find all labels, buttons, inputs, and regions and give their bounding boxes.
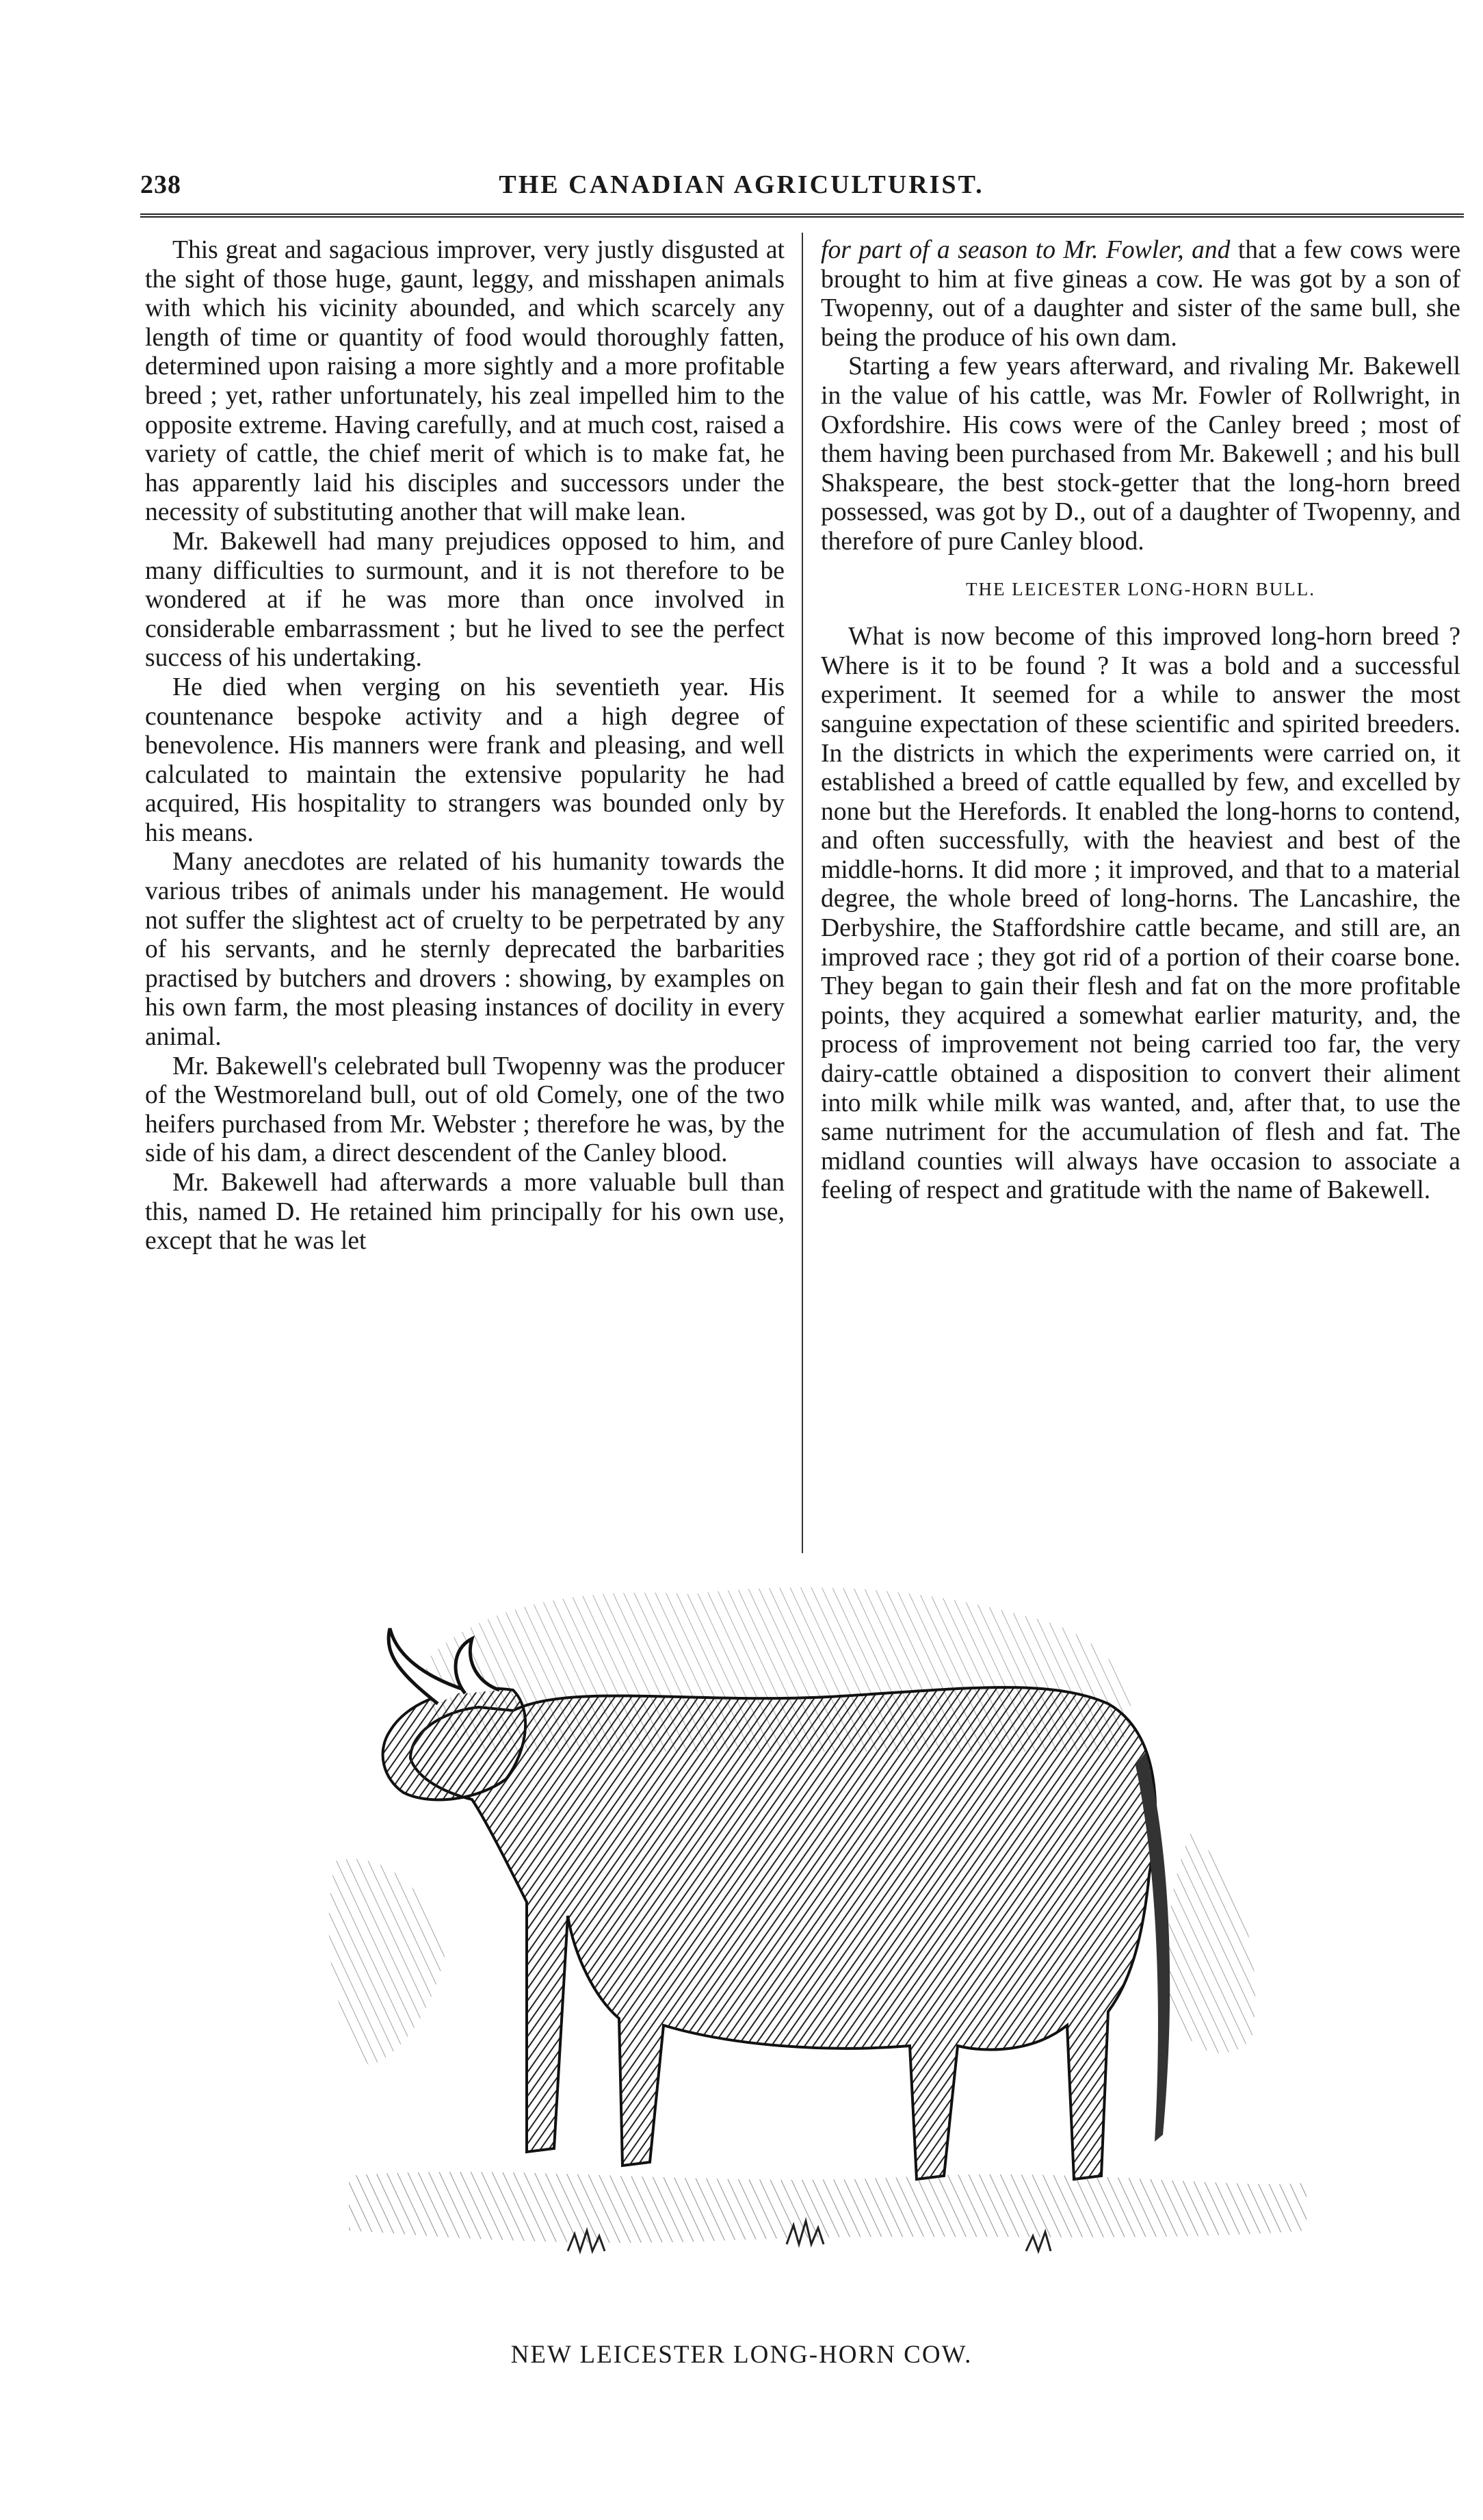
figure-caption: NEW LEICESTER LONG-HORN COW. — [510, 2341, 973, 2369]
paragraph: What is now become of this improved long-horn breed ? Where is it to be found ? It was a bold and a successful experiment. It seemed for a while to answer the most sanguine expectation of these scientific and spirited breeders. In the districts in which the experiments were carried on, it established a breed of cattle equalled by few, and excelled by none but the Herefords. It enabled the long-horns to contend, and often successfully, with the heaviest and best of the middle-horns. It did more ; it improved, and that to a material degree, the whole breed of long-horns. The Lancashire, the Derbyshire, the Staffordshire cattle became, and still are, an improved race ; they got rid of a portion of their coarse bone. They began to gain their flesh and fat on the more profitable points, they acquired a somewhat earlier maturity, and, the process of improvement not being carried too far, the very dairy-cattle obtained a disposition to convert their aliment into milk while milk was wanted, and, after that, to use the same nutriment for the accumulation of flesh and fat. The midland counties will always have occasion to associate a feeling of respect and gratitude with the name of Bakewell. — [821, 623, 1460, 1205]
paragraph — [821, 236, 1460, 352]
section-heading: THE LEICESTER LONG-HORN BULL. — [966, 578, 1315, 599]
cow-body — [410, 1687, 1155, 2179]
paragraph: This great and sagacious improver, very justly disgusted at the sight of those huge, gaunt, leggy, and misshapen animals with which his vicinity abounded, and which scarcely any length of time or quantity of food would thoroughly fatten, determined upon raising a more sightly and a more profitable breed ; yet, rather unfortunately, his zeal impelled him to the opposite extreme. Having carefully, and at much cost, raised a variety of cattle, the chief merit of which is to make fat, he has apparently laid his disciples and successors under the necessity of substituting another that will make lean. — [145, 236, 785, 527]
italic-run: for part of a season to Mr. Fowler, and — [821, 236, 1231, 264]
paragraph: He died when verging on his seventieth year. His countenance bespoke activity and a high degree of benevolence. His manners were frank and pleasing, and well calculated to maintain the extensive popularity he had acquired, His hospitality to strangers was bounded only by his means. — [145, 673, 785, 847]
page-number: 238 — [140, 170, 181, 199]
paragraph: Mr. Bakewell had afterwards a more valuable bull than this, named D. He retained him principally for his own use, except that he was let — [145, 1169, 785, 1256]
right-column — [821, 236, 1460, 1206]
background-foliage-left — [329, 1859, 445, 2066]
paragraph: Mr. Bakewell had many prejudices opposed to him, and many difficulties to surmount, and it is not therefore to be wondered at if he was more than once involved in considerable embarrassment ; but he lived to see the perfect success of his undertaking. — [145, 527, 785, 673]
column-divider — [802, 233, 803, 1553]
header-rule — [140, 213, 1464, 218]
paragraph: Starting a few years afterward, and rivaling Mr. Bakewell in the value of his cattle, was Mr. Fowler of Rollwright, in Oxfordshire. His cows were of the Canley breed ; most of them having been purchased from Mr. Bakewell ; and his bull Shakspeare, the best stock-getter that the long-horn breed possessed, was got by D., out of a daughter of Twopenny, and therefore of pure Canley blood. — [821, 352, 1460, 556]
paragraph: Many anecdotes are related of his humanity towards the various tribes of animals under his management. He would not suffer the slightest act of cruelty to be perpetrated by any of his servants, and he sternly deprecated the barbarities practised by butchers and drovers : showing, by examples on his own farm, the most pleasing instances of docility in every animal. — [145, 848, 785, 1052]
background-foliage-right — [1167, 1834, 1255, 2053]
left-column — [145, 236, 785, 1256]
text-run: that a few cows were brought to him at five gineas a cow. He was got by a son of Twopenny, out of a daughter and sister of the same bull, she being the produce of his own dam. — [821, 236, 1460, 352]
ground — [349, 2172, 1307, 2243]
running-head-title: THE CANADIAN AGRICULTURIST. — [499, 170, 984, 199]
paragraph: Mr. Bakewell's celebrated bull Twopenny was the producer of the Westmoreland bull, out of old Comely, one of the two heifers purchased from Mr. Webster ; therefore he was, by the side of his dam, a direct descendent of the Canley blood. — [145, 1052, 785, 1168]
cow-engraving-illustration — [308, 1574, 1320, 2340]
